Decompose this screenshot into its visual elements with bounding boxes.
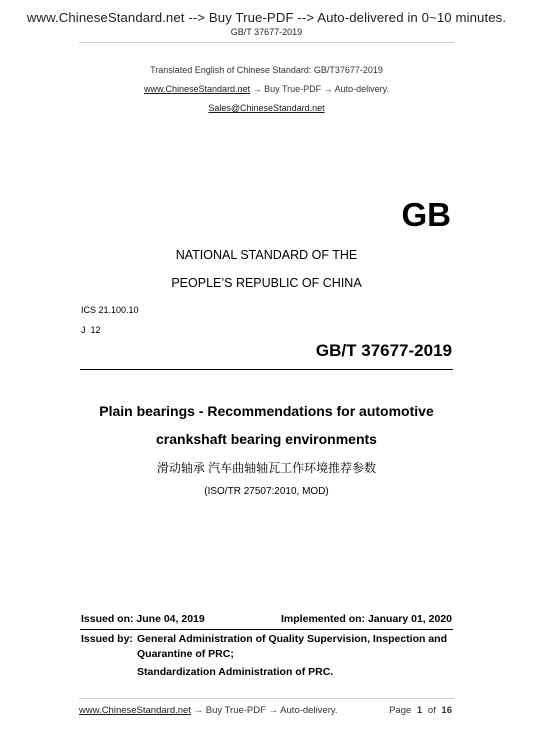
footer-buy-text: → Buy True-PDF → Auto-delivery. — [193, 705, 338, 716]
issued-by-line1: General Administration of Quality Supervision, Inspection and — [137, 633, 447, 645]
issued-by-label: Issued by: — [81, 633, 133, 645]
header-standard-code: GB/T 37677-2019 — [230, 27, 303, 37]
ccs-code: J 12 — [81, 325, 101, 335]
gb-mark: GB — [401, 196, 451, 233]
header-divider — [79, 42, 454, 43]
national-standard-line2: PEOPLE’S REPUBLIC OF CHINA — [171, 276, 362, 290]
top-banner: www.ChineseStandard.net --> Buy True-PDF --> Auto-delivered in 0~10 minutes. — [26, 10, 507, 25]
translated-line: Translated English of Chinese Standard: GB/T37677-2019 — [150, 65, 383, 75]
dates-divider — [80, 629, 453, 630]
site-link[interactable]: www.ChineseStandard.net — [144, 84, 251, 94]
chinese-title: 滑动轴承 汽车曲轴轴瓦工作环境推荐参数 — [156, 461, 377, 475]
page-current: 1 — [416, 705, 423, 716]
issued-by-line2: Quarantine of PRC; — [137, 648, 234, 660]
implemented-on: Implemented on: January 01, 2020 — [281, 613, 452, 625]
footer-divider — [79, 698, 454, 699]
ics-code: ICS 21.100.10 — [81, 305, 139, 315]
page-of: of — [427, 705, 436, 716]
page-total: 16 — [441, 705, 452, 716]
issued-on: Issued on: June 04, 2019 — [81, 613, 205, 625]
page-label: Page — [389, 705, 412, 716]
issued-by-line3: Standardization Administration of PRC. — [137, 666, 334, 678]
national-standard-line1: NATIONAL STANDARD OF THE — [175, 248, 358, 262]
standard-code: GB/T 37677-2019 — [315, 341, 452, 360]
title-divider — [80, 369, 453, 370]
page-indicator — [389, 705, 452, 716]
footer-buy-line — [79, 705, 338, 716]
footer-site-link[interactable]: www.ChineseStandard.net — [79, 705, 191, 716]
email-line — [0, 103, 533, 113]
title-line1: Plain bearings - Recommendations for automotive — [99, 403, 434, 419]
buy-line — [0, 84, 533, 94]
buy-text: → Buy True-PDF → Auto-delivery. — [252, 84, 389, 94]
adoption-note: (ISO/TR 27507:2010, MOD) — [204, 486, 329, 497]
title-line2: crankshaft bearing environments — [156, 431, 377, 447]
email-link[interactable]: Sales@ChineseStandard.net — [208, 103, 325, 113]
